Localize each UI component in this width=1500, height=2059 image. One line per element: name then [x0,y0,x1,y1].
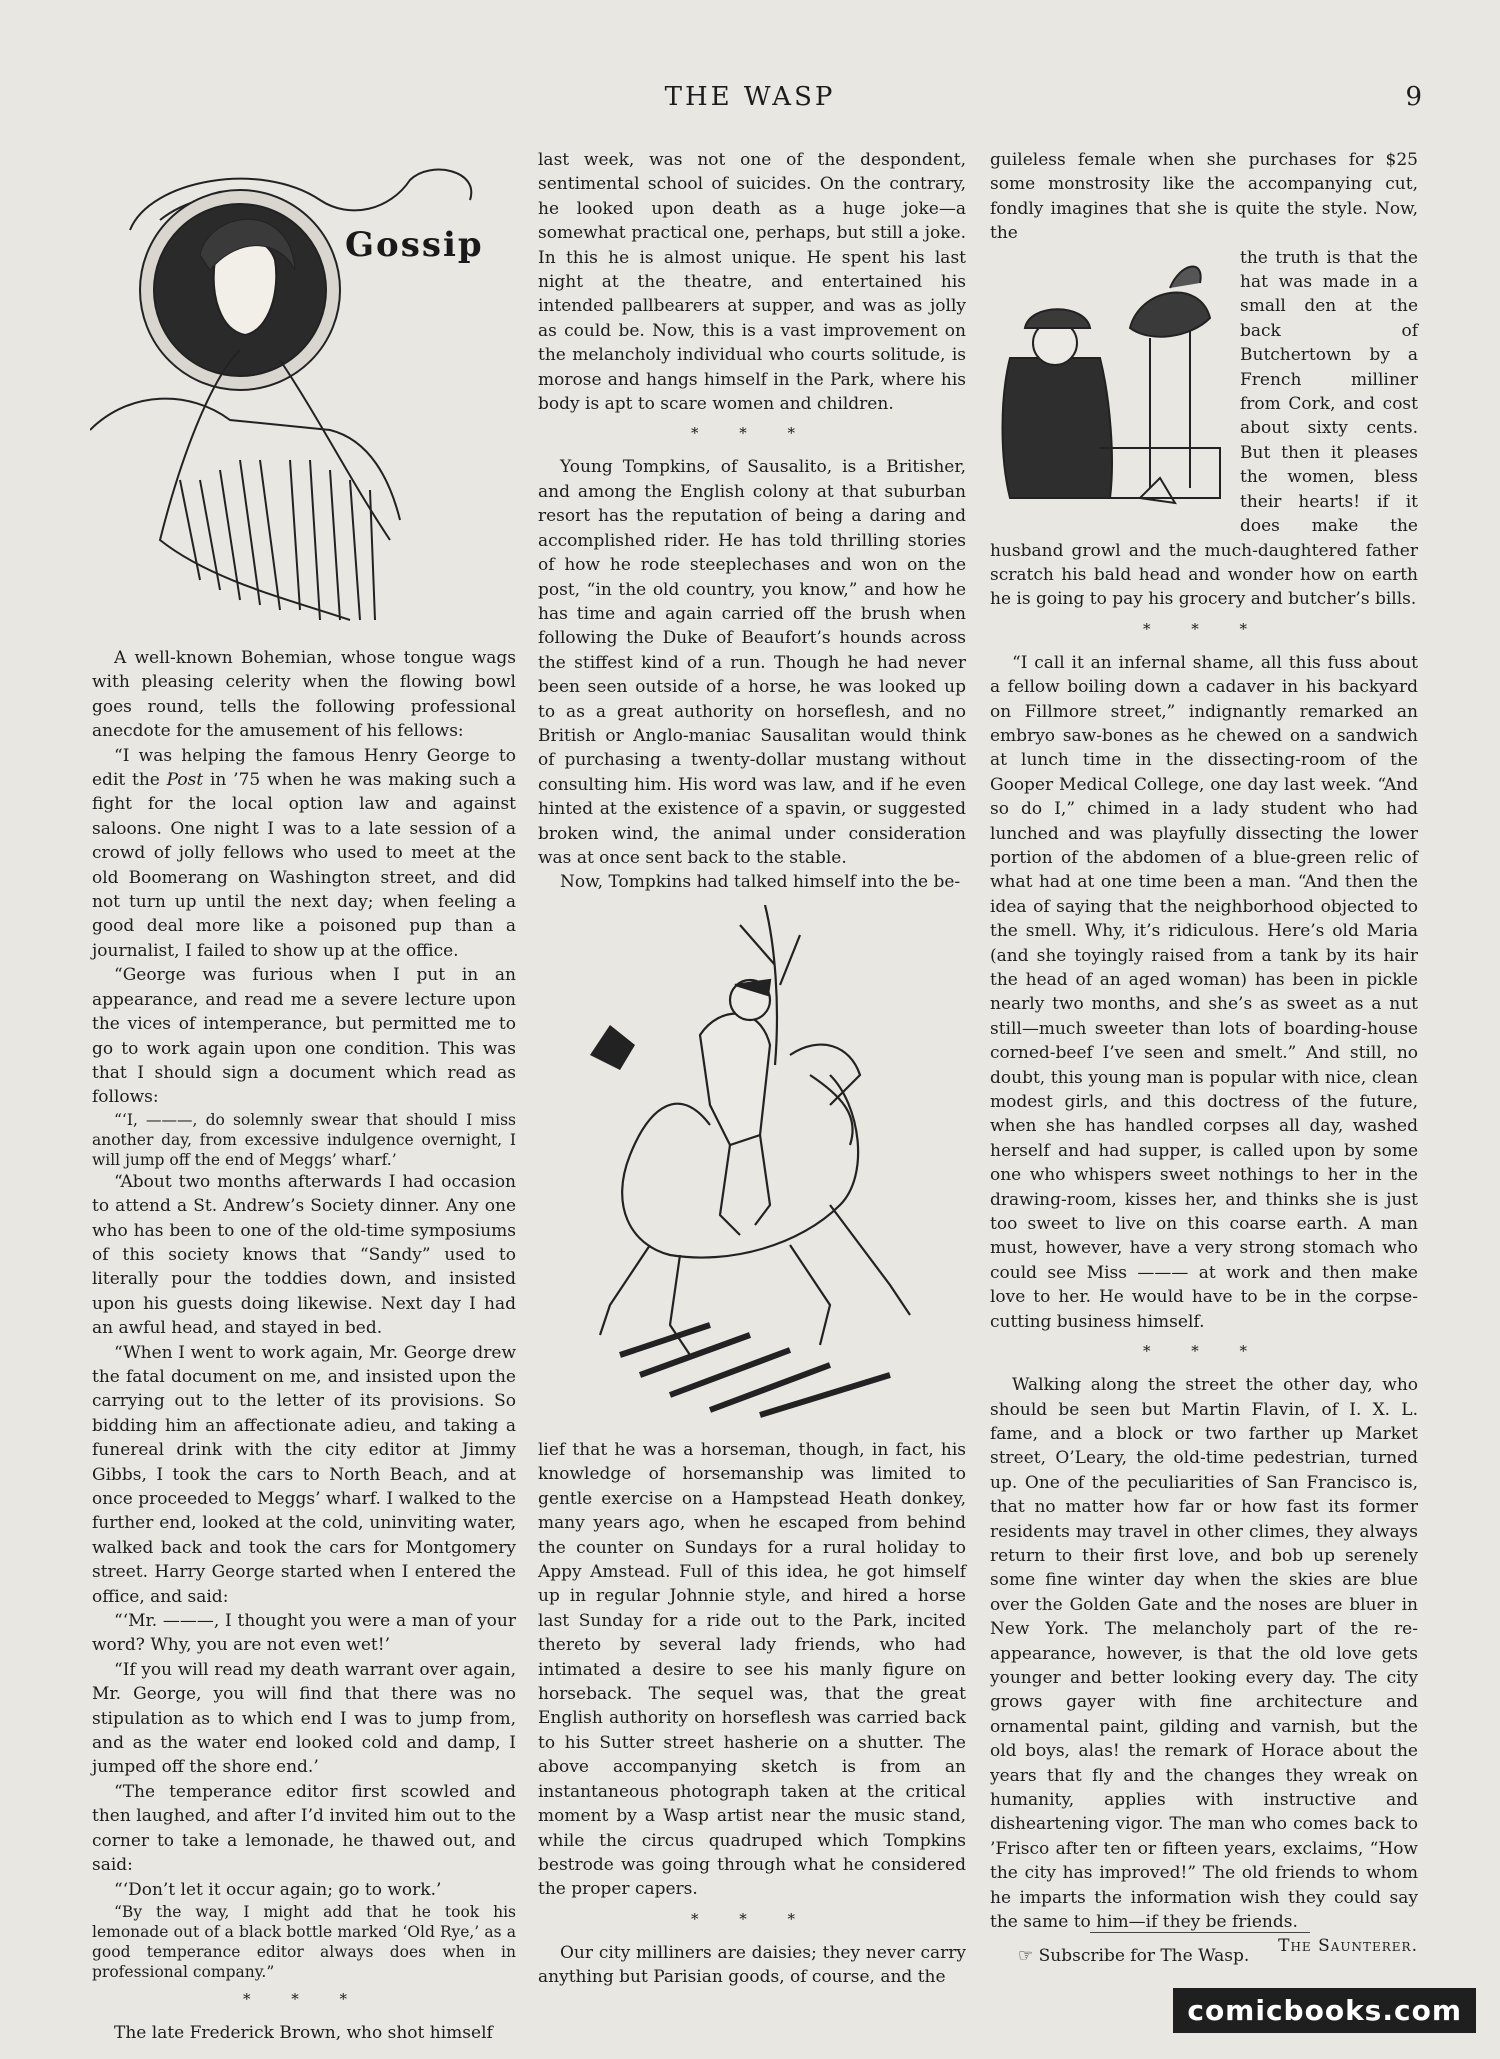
paragraph: “When I went to work again, Mr. George drew the fatal document on me, and insisted upon the carrying out to the letter of its provisions. So bidding him an affectionate adieu, and taking a funereal drink with the city editor at Jimmy Gibbs, I took the cars to North Beach, and at once proceeded to Meggs’ wharf. I walked to the further end, looked at the cold, uninviting water, walked back and took the cars for Montgomery street. Harry George started when I entered the office, and said: [92,1342,516,1607]
section-separator: * * * [1142,1342,1266,1361]
watermark: comicbooks.com [1173,1988,1476,2033]
paragraph [92,744,516,964]
masthead-title: THE WASP [664,82,836,112]
paragraph: The late Frederick Brown, who shot himself [114,2022,493,2043]
paragraph: Now, Tompkins had talked himself into the be- [560,872,961,893]
paragraph: “George was furious when I put in an appearance, and read me a severe lecture upon the vices of intemperance, but permitted me to go to work again upon one condition. This was that I should sign a document which read as follows: [92,965,516,1108]
horseman-illustration [590,905,940,1425]
section-separator: * * * [690,424,814,443]
paragraph: Our city milliners are daisies; they never carry anything but Parisian goods, of course, and the [538,1942,966,1988]
paragraph: Young Tompkins, of Sausalito, is a Britisher, and among the English colony at that suburban resort has the reputation of being a daring and accomplished rider. He has told thrilling stories of how he rode steeplechases and won on the post, “in the old country, you know,” and how he has time and again carried off the brush when following the Duke of Beaufort’s hounds across the stiffest kind of a run. Though he had never been seen outside of a horse, he was looked up to as a great authority on horseflesh, and no British or Anglo-maniac Sausalitan would think of purchasing a twenty-dollar mustang without consulting him. His word was law, and if he even hinted at the existence of a spavin, or suggested broken wind, the animal under consideration was at once sent back to the stable. [538,457,966,868]
quoted-document: “‘I, ———, do solemnly swear that should I miss another day, from excessive indulgence overnight, I will jump off the end of Meggs’ wharf.’ [92,1110,516,1169]
paragraph: Walking along the street the other day, who should be seen but Martin Flavin, of I. X. L. fame, and a block or two farther up Market street, O’Leary, the old-time pedestrian, turned up. One of the peculiarities of San Francisco is, that no matter how far or how fast its former residents may travel in other climes, they always return to their first love, and bob up serenely some fine winter day when the skies are blue over the Golden Gate and the noses are bluer in New York. The melancholy part of the re-appearance, however, is that the old love gets younger and better looking every day. The city grows gayer with fine architecture and ornamental paint, gilding and varnish, but the old boys, alas! the remark of Horace about the years that fly and the changes they wreak on humanity, applies with instructive and disheartening vigor. The man who comes back to ’Frisco after ten or fifteen years, exclaims, “How the city has improved!” The old friends to whom he imparts the information wish they could say the same to him—if they be friends. [990,1375,1418,1933]
paragraph: A well-known Bohemian, whose tongue wags with pleasing celerity when the flowing bowl goes round, tells the following professional anecdote for the amusement of his fellows: [92,648,516,742]
section-separator: * * * [1142,619,1266,638]
milliner-hat-illustration [990,248,1230,516]
paragraph: “‘Mr. ———, I thought you were a man of your word? Why, you are not even wet!’ [92,1611,516,1656]
divider-rule [1090,1932,1310,1933]
paragraph: “By the way, I might add that he took his lemonade out of a black bottle marked ‘Old Rye,’ as a good temperance editor always does when in professional company.” [92,1902,516,1981]
column-2-bottom [538,1438,966,1990]
subscribe-notice [1018,1946,1249,1966]
paragraph: “‘Don’t let it occur again; go to work.’ [114,1879,442,1900]
paragraph: “About two months afterwards I had occasion to attend a St. Andrew’s Society dinner. Any one who has been to one of the old-time symposiums of this society knows that “Sandy” used to literally pour the toddies down, and insisted upon his guests doing likewise. Next day I had an awful head, and stayed in bed. [92,1171,516,1339]
paragraph: the truth is that the hat was made in a small den at the back of Butchertown by a French milliner from Cork, and cost about sixty cents. But then it pleases the women, bless their hearts! if it does make the husband growl and the much-daughtered father scratch his bald head and wonder how on earth he is going to pay his grocery and butcher’s bills. [990,247,1418,610]
paragraph: last week, was not one of the despondent, sentimental school of suicides. On the contrary, he looked upon death as a huge joke—a somewhat practical one, perhaps, but still a joke. In this he is almost unique. He spent his last night at the theatre, and entertained his intended pallbearers at supper, and was as jolly as could be. Now, this is a vast improvement on the melancholy individual who courts solitude, is morose and hangs himself in the Park, where his body is apt to scare women and children. [538,150,966,415]
gossip-heading: Gossip [345,225,484,265]
paragraph-text: “I was helping the famous Henry George to edit the [92,745,516,791]
subscribe-text: Subscribe for The Wasp. [1038,1946,1250,1966]
paragraph: guileless female when she purchases for $25 some monstrosity like the accompanying cut, fondly imagines that she is quite the style. Now, the [990,150,1418,244]
signature: The Saunterer. [1278,1936,1418,1957]
newspaper-name: Post [166,770,204,791]
page-number: 9 [1405,82,1422,112]
paragraph: “I call it an infernal shame, all this fuss about a fellow boiling down a cadaver in his backyard on Fillmore street,” indignantly remarked an embryo saw-bones as he chewed on a sandwich at lunch time in the dissecting-room of the Gooper Medical College, one day last week. “And so do I,” chimed in a lady student who had lunched and was playfully dissecting the lower portion of the abdomen of a blue-green relic of what had at one time been a man. “And then the idea of saying that the neighborhood objected to the smell. Why, it’s ridiculous. Here’s old Maria (and she toyingly raised from a tank by its hair the head of an aged woman) has been in pickle nearly two months, and she’s as sweet as a nut still—much sweeter than lots of boarding-house corned-beef I’ve seen and smelt.” And still, no doubt, this young man is popular with nice, clean modest girls, and this doctress of the future, when she has handled corpses all day, washed herself and had supper, is called upon by some one who whispers sweet nothings to her in the drawing-room, kisses her, and thinks she is just too sweet to live on this coarse earth. A man must, however, have a very strong stomach who could see Miss ——— at work and then make love to her. He would have to be in the corpse-cutting business himself. [990,652,1418,1332]
paragraph: lief that he was a horseman, though, in fact, his knowledge of horsemanship was limited to gentle exercise on a Hampstead Heath donkey, many years ago, when he escaped from behind the counter on Sundays for a rural holiday to Appy Amstead. Full of this idea, he got himself up in regular Johnnie style, and hired a horse last Sunday for a ride out to the Park, incited thereto by several lady friends, who had intimated a desire to see his manly figure on horseback. The sequel was, that the great English authority on horseflesh was carried back to his Sutter street hasherie on a shutter. The above accompanying sketch is from an instantaneous photograph taken at the critical moment by a Wasp artist near the music stand, while the circus quadruped which Tompkins bestrode was going through what he considered the proper capers. [538,1440,966,1900]
paragraph-text: in ’75 when he was making such a fight for the local option law and against saloons. One night I was to a late session of a crowd of jolly fellows who used to meet at the old Boomerang on Washington street, and did not turn up until the next day; when feeling a good deal more like a poisoned pup than a journalist, I failed to show up at the office. [92,770,516,961]
paragraph: “If you will read my death warrant over again, Mr. George, you will find that there was no stipulation as to which end I was to jump from, and as the water end looked cold and damp, I jumped off the shore end.’ [92,1659,516,1778]
section-separator: * * * [242,1989,366,2008]
pointing-hand-icon: ☞ [1018,1946,1034,1966]
column-1 [92,646,516,2045]
section-separator: * * * [690,1909,814,1928]
column-3 [990,148,1418,1959]
paragraph: “The temperance editor first scowled and then laughed, and after I’d invited him out to the corner to take a lemonade, he thawed out, and said: [92,1781,516,1876]
column-2-top [538,148,966,895]
